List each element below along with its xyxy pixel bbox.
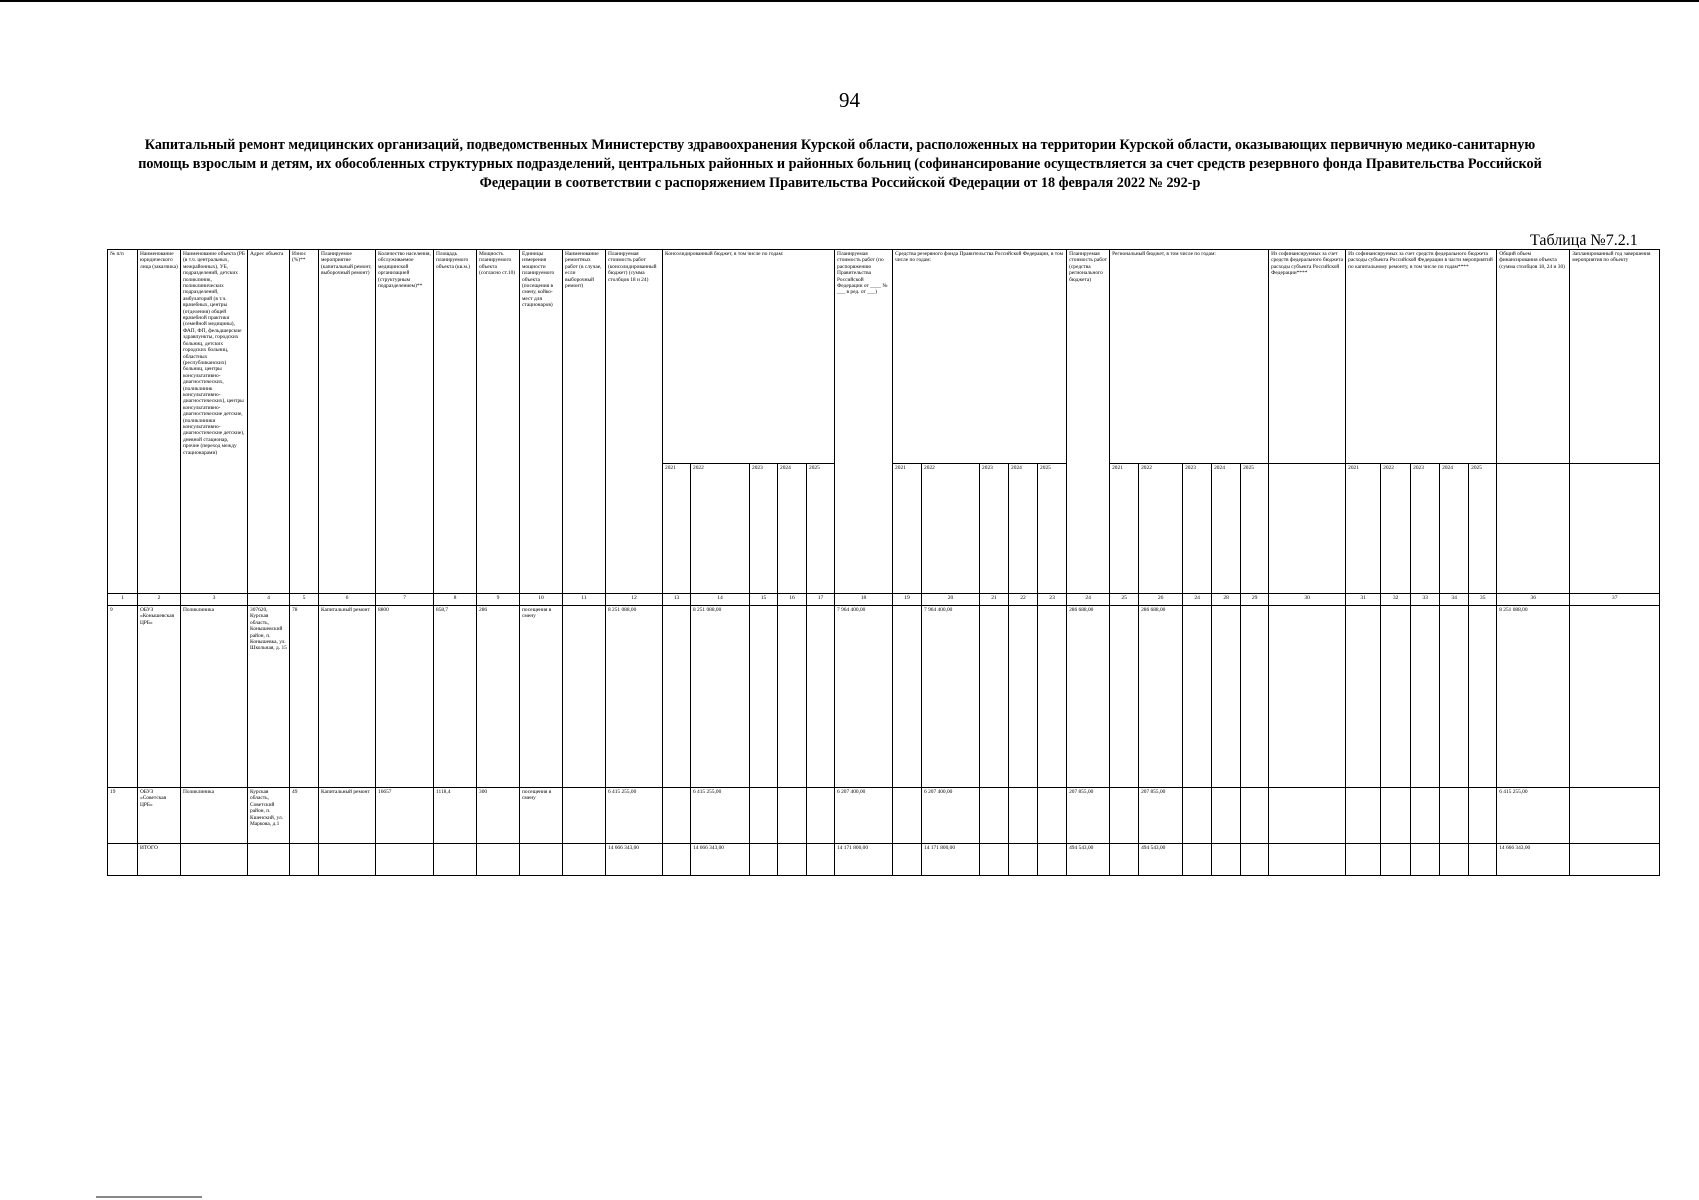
- total-financing: 14 666 343,00: [1497, 844, 1570, 876]
- empty-cell: [563, 844, 606, 876]
- empty-cell: [1381, 606, 1411, 788]
- column-number: 19: [893, 594, 922, 606]
- empty-cell: [778, 844, 807, 876]
- column-number: 20: [922, 594, 980, 606]
- column-number: 3: [181, 594, 248, 606]
- row-regional-2022: 286 688,00: [1139, 606, 1183, 788]
- empty-cell: [1469, 844, 1497, 876]
- row-federal-2022: 7 964 400,00: [922, 606, 980, 788]
- empty-cell: [1038, 788, 1067, 844]
- column-number: 17: [807, 594, 835, 606]
- column-number: 32: [1381, 594, 1411, 606]
- empty-cell: [980, 788, 1009, 844]
- row-area: 1118,4: [434, 788, 477, 844]
- total-cost: 14 666 343,00: [606, 844, 663, 876]
- column-number: 13: [663, 594, 691, 606]
- column-number: 23: [1038, 594, 1067, 606]
- year-cell: 2025: [1038, 464, 1067, 594]
- column-number: 15: [750, 594, 778, 606]
- empty-cell: [980, 606, 1009, 788]
- year-cell: 2025: [1469, 464, 1497, 594]
- header-unit: Единицы измерения мощности планируемого объекта (посещения в смену, койко-мест для стационаров): [520, 250, 563, 594]
- row-federal-cost: 7 964 400,00: [835, 606, 893, 788]
- header-total-financing: Общий объем финансирования объекта (сумма столбцов 18, 24 и 30): [1497, 250, 1570, 464]
- year-cell: 2022: [922, 464, 980, 594]
- empty-cell: [1570, 788, 1660, 844]
- empty-cell: [1440, 606, 1469, 788]
- empty-cell: [980, 844, 1009, 876]
- year-cell: 2021: [893, 464, 922, 594]
- empty-cell: [1212, 606, 1241, 788]
- empty-cell: [1212, 788, 1241, 844]
- empty-cell: [1183, 606, 1212, 788]
- row-consolidated-2022: 8 251 088,00: [691, 606, 750, 788]
- empty-cell: [1269, 464, 1346, 594]
- empty-cell: [1269, 788, 1346, 844]
- row-federal-cost: 6 207 400,00: [835, 788, 893, 844]
- empty-cell: [1497, 464, 1570, 594]
- header-capacity: Мощность планируемого объекта (согласно ст.10): [477, 250, 520, 594]
- row-regional-cost: 207 855,00: [1067, 788, 1110, 844]
- header-works: Наименование ремонтных работ (в случае, если выборочный ремонт): [563, 250, 606, 594]
- header-cofinanced-years: Из софинансируемых за счет средств федерального бюджета расходы субъекта Российской Федерации в части мероприятий по капитальному ремонту, в том числе по годам****: [1346, 250, 1497, 464]
- empty-cell: [1009, 606, 1038, 788]
- row-org: ОБУЗ «Конышевская ЦРБ»: [138, 606, 181, 788]
- empty-cell: [663, 844, 691, 876]
- table-row: [108, 788, 1660, 844]
- empty-cell: [807, 788, 835, 844]
- empty-cell: [1241, 788, 1269, 844]
- empty-cell: [181, 844, 248, 876]
- empty-cell: [376, 844, 434, 876]
- row-capacity: 286: [477, 606, 520, 788]
- row-event: Капитальный ремонт: [319, 788, 376, 844]
- row-total-financing: 8 251 088,00: [1497, 606, 1570, 788]
- column-number: 22: [1009, 594, 1038, 606]
- footer-line: [96, 1196, 202, 1198]
- column-number: 8: [434, 594, 477, 606]
- column-number: 26: [1139, 594, 1183, 606]
- empty-cell: [1183, 844, 1212, 876]
- header-area: Площадь планируемого объекта (кв.м.): [434, 250, 477, 594]
- year-cell: 2022: [691, 464, 750, 594]
- header-population: Количество населения, обслуживаемое медицинской организацией (структурным подразделением)**: [376, 250, 434, 594]
- empty-cell: [750, 606, 778, 788]
- total-federal-2022: 14 171 800,00: [922, 844, 980, 876]
- column-number: 11: [563, 594, 606, 606]
- empty-cell: [1038, 844, 1067, 876]
- empty-cell: [1110, 788, 1139, 844]
- empty-cell: [893, 606, 922, 788]
- column-number: 36: [1497, 594, 1570, 606]
- row-area: 858,7: [434, 606, 477, 788]
- row-object: Поликлиника: [181, 788, 248, 844]
- document-title: Капитальный ремонт медицинских организаций, подведомственных Министерству здравоохранения Курской области, расположенных на территории Курской области, оказывающих первичную медико-санитарную помощь взрослым и детям, их обособленных структурных подразделений, центральных районных и районных больниц (софинансирование осуществляется за счет средств резервного фонда Правительства Российской Федерации в соответствии с распоряжением Правительства Российской Федерации от 18 февраля 2022 № 292-р: [138, 137, 1542, 191]
- row-total-cost: 6 415 255,00: [606, 788, 663, 844]
- row-population: 16657: [376, 788, 434, 844]
- empty-cell: [1241, 606, 1269, 788]
- empty-cell: [1212, 844, 1241, 876]
- total-label: ИТОГО: [138, 844, 181, 876]
- header-completion-year: Запланированный год завершения мероприятия по объекту: [1570, 250, 1660, 464]
- row-works: [563, 788, 606, 844]
- column-number: 33: [1411, 594, 1440, 606]
- header-address: Адрес объекта: [248, 250, 290, 594]
- empty-cell: [108, 844, 138, 876]
- row-total-financing: 6 415 255,00: [1497, 788, 1570, 844]
- column-number: 1: [108, 594, 138, 606]
- row-regional-2022: 207 855,00: [1139, 788, 1183, 844]
- empty-cell: [1411, 788, 1440, 844]
- row-population: 8800: [376, 606, 434, 788]
- empty-cell: [319, 844, 376, 876]
- empty-cell: [778, 788, 807, 844]
- empty-cell: [663, 788, 691, 844]
- year-cell: 2024: [778, 464, 807, 594]
- empty-cell: [663, 606, 691, 788]
- header-reserve-fund: Средства резервного фонда Правительства Российской Федерации, в том числе по годам:: [893, 250, 1067, 464]
- row-wear: 49: [290, 788, 319, 844]
- year-cell: 2021: [1110, 464, 1139, 594]
- top-border-line: [0, 0, 1699, 2]
- column-number: 24: [1183, 594, 1212, 606]
- year-cell: 2022: [1381, 464, 1411, 594]
- row-org: ОБУЗ «Советская ЦРБ»: [138, 788, 181, 844]
- empty-cell: [750, 788, 778, 844]
- row-consolidated-2022: 6 415 255,00: [691, 788, 750, 844]
- column-number: 21: [980, 594, 1009, 606]
- column-number: 30: [1269, 594, 1346, 606]
- year-cell: 2021: [663, 464, 691, 594]
- empty-cell: [1183, 788, 1212, 844]
- header-row: [108, 250, 1660, 464]
- column-number: 25: [1110, 594, 1139, 606]
- empty-cell: [1411, 606, 1440, 788]
- row-object: Поликлиника: [181, 606, 248, 788]
- total-consolidated-2022: 14 666 343,00: [691, 844, 750, 876]
- year-cell: 2021: [1346, 464, 1381, 594]
- empty-cell: [1570, 464, 1660, 594]
- row-num: 9: [108, 606, 138, 788]
- column-number: 6: [319, 594, 376, 606]
- header-regional-budget: Региональный бюджет, в том числе по годам:: [1110, 250, 1269, 464]
- column-number: 35: [1469, 594, 1497, 606]
- year-cell: 2023: [750, 464, 778, 594]
- empty-cell: [807, 606, 835, 788]
- column-number: 7: [376, 594, 434, 606]
- empty-cell: [750, 844, 778, 876]
- column-number: 12: [606, 594, 663, 606]
- header-federal-cost: Планируемая стоимость работ (по распоряжению Правительства Российской Федерации от ____ № ___ в ред. от ___): [835, 250, 893, 594]
- header-regional-cost: Планируемая стоимость работ (средства регионального бюджета): [1067, 250, 1110, 594]
- column-number: 5: [290, 594, 319, 606]
- column-number: 29: [1241, 594, 1269, 606]
- year-cell: 2024: [1440, 464, 1469, 594]
- year-cell: 2025: [807, 464, 835, 594]
- empty-cell: [1469, 788, 1497, 844]
- year-cell: 2024: [1212, 464, 1241, 594]
- empty-cell: [290, 844, 319, 876]
- page-number: 94: [839, 88, 860, 112]
- header-org: Наименование юридического лица (заказчика): [138, 250, 181, 594]
- row-federal-2022: 6 207 400,00: [922, 788, 980, 844]
- column-number: 4: [248, 594, 290, 606]
- capital-repair-table: [107, 249, 1660, 876]
- empty-cell: [893, 788, 922, 844]
- header-num: № п/п: [108, 250, 138, 594]
- year-cell: 2025: [1241, 464, 1269, 594]
- row-num: 19: [108, 788, 138, 844]
- table-row: [108, 606, 1660, 788]
- empty-cell: [1038, 606, 1067, 788]
- header-cofinanced-total: Из софинансируемых за счет средств федерального бюджета расходы субъекта Российской Федерации****: [1269, 250, 1346, 464]
- row-event: Капитальный ремонт: [319, 606, 376, 788]
- row-total-cost: 8 251 088,00: [606, 606, 663, 788]
- empty-cell: [1411, 844, 1440, 876]
- year-cell: 2023: [1183, 464, 1212, 594]
- year-cell: 2023: [980, 464, 1009, 594]
- column-number: 9: [477, 594, 520, 606]
- row-works: [563, 606, 606, 788]
- total-regional-cost: 494 543,00: [1067, 844, 1110, 876]
- total-regional-2022: 494 543,00: [1139, 844, 1183, 876]
- column-number-row: [108, 594, 1660, 606]
- header-object: Наименование объекта (РБ (в т.ч. центральных, межрайонных), УБ, подразделений, детских поликлиник, поликлинических подразделений, амбулаторий (в т.ч. врачебных, центры (отделения) общей врачебной практики (семейной медицины), ФАП, ФП, фельдшерские здравпункты, городских больниц, детских городских больниц, областных (республиканских) больниц, центры консультативно-диагностических, (поликлиник консультативно-диагностических), центры консультативно-диагностические детские, (поликлиники консультативно-диагностические детские), дневной стационар, прочие (переход между стационарами): [181, 250, 248, 594]
- empty-cell: [520, 844, 563, 876]
- column-number: 18: [835, 594, 893, 606]
- header-event: Планируемое мероприятие (капитальный ремонт, выборочный ремонт): [319, 250, 376, 594]
- row-address: Курская область, Советский район, п. Кшенский, ул. Маркова, д.1: [248, 788, 290, 844]
- empty-cell: [893, 844, 922, 876]
- total-federal-cost: 14 171 800,00: [835, 844, 893, 876]
- table-label: Таблица №7.2.1: [1530, 232, 1638, 249]
- column-number: 14: [691, 594, 750, 606]
- column-number: 24: [1067, 594, 1110, 606]
- empty-cell: [1469, 606, 1497, 788]
- empty-cell: [1346, 606, 1381, 788]
- empty-cell: [807, 844, 835, 876]
- column-number: 10: [520, 594, 563, 606]
- column-number: 37: [1570, 594, 1660, 606]
- empty-cell: [1009, 844, 1038, 876]
- column-number: 34: [1440, 594, 1469, 606]
- year-cell: 2023: [1411, 464, 1440, 594]
- empty-cell: [1381, 788, 1411, 844]
- year-cell: 2022: [1139, 464, 1183, 594]
- empty-cell: [1269, 606, 1346, 788]
- column-number: 31: [1346, 594, 1381, 606]
- empty-cell: [1346, 844, 1381, 876]
- empty-cell: [1440, 788, 1469, 844]
- empty-cell: [1269, 844, 1346, 876]
- empty-cell: [1110, 844, 1139, 876]
- empty-cell: [1570, 844, 1660, 876]
- empty-cell: [1110, 606, 1139, 788]
- header-total-cost: Планируемая стоимость работ (консолидированный бюджет) (сумма столбцов 18 и 24): [606, 250, 663, 594]
- empty-cell: [1009, 788, 1038, 844]
- row-unit: посещения в смену: [520, 788, 563, 844]
- column-number: 16: [778, 594, 807, 606]
- empty-cell: [477, 844, 520, 876]
- header-consolidated-budget: Консолидированный бюджет, в том числе по годам:: [663, 250, 835, 464]
- row-capacity: 300: [477, 788, 520, 844]
- year-cell: 2024: [1009, 464, 1038, 594]
- empty-cell: [778, 606, 807, 788]
- column-number: 28: [1212, 594, 1241, 606]
- empty-cell: [1241, 844, 1269, 876]
- empty-cell: [434, 844, 477, 876]
- row-wear: 78: [290, 606, 319, 788]
- total-row: [108, 844, 1660, 876]
- header-wear: Износ (%)**: [290, 250, 319, 594]
- column-number: 2: [138, 594, 181, 606]
- row-unit: посещения в смену: [520, 606, 563, 788]
- empty-cell: [248, 844, 290, 876]
- empty-cell: [1381, 844, 1411, 876]
- empty-cell: [1570, 606, 1660, 788]
- empty-cell: [1440, 844, 1469, 876]
- empty-cell: [1346, 788, 1381, 844]
- row-regional-cost: 286 688,00: [1067, 606, 1110, 788]
- row-address: 307620, Курская область, Конышевский район, п. Конышевка, ул. Школьная, д. 15: [248, 606, 290, 788]
